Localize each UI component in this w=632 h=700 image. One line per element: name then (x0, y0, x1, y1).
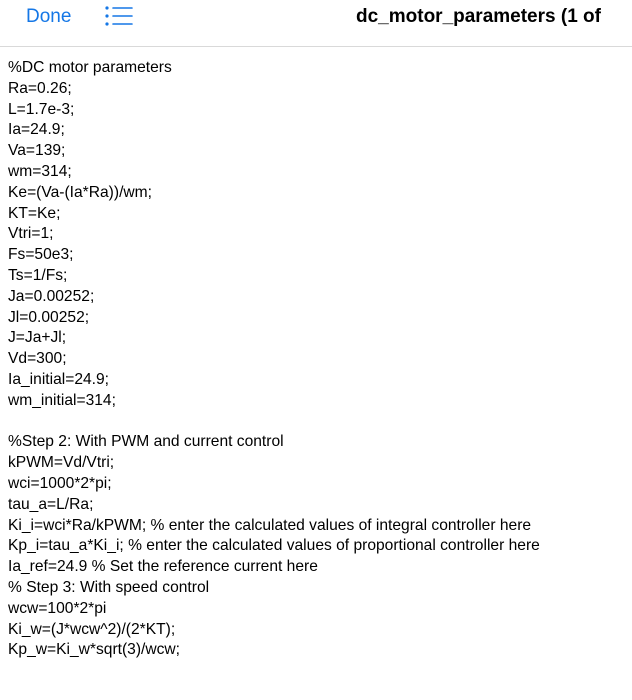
code-line: Vd=300; (8, 350, 67, 368)
code-line: Ia_ref=24.9 % Set the reference current here (8, 558, 318, 576)
code-line (8, 412, 632, 433)
document-content (8, 58, 632, 661)
code-line: Kp_w=Ki_w*sqrt(3)/wcw; (8, 641, 181, 659)
code-line: Ki_w=(J*wcw^2)/(2*KT); (8, 620, 176, 638)
document-title: dc_motor_parameters (1 of (356, 6, 601, 27)
code-line: L=1.7e-3; (8, 100, 75, 118)
list-icon[interactable] (104, 5, 134, 27)
code-line: tau_a=L/Ra; (8, 495, 94, 513)
code-line: Fs=50e3; (8, 246, 74, 264)
code-line: wm=314; (8, 162, 72, 180)
code-line: %Step 2: With PWM and current control (8, 433, 284, 451)
code-line: Va=139; (8, 142, 66, 160)
code-line: wm_initial=314; (8, 391, 116, 409)
code-line: wci=1000*2*pi; (8, 474, 112, 492)
code-line: Ts=1/Fs; (8, 266, 68, 284)
code-line: Ke=(Va-(Ia*Ra))/wm; (8, 183, 152, 201)
code-line: Kp_i=tau_a*Ki_i; % enter the calculated values of proportional controller here (8, 537, 540, 555)
code-line: Vtri=1; (8, 225, 54, 243)
code-line: wcw=100*2*pi (8, 599, 107, 617)
code-line: Ra=0.26; (8, 79, 72, 97)
top-toolbar (0, 0, 632, 47)
code-line: %DC motor parameters (8, 59, 172, 76)
code-line: Ia=24.9; (8, 121, 65, 139)
done-button[interactable]: Done (26, 4, 71, 30)
code-line: Ia_initial=24.9; (8, 370, 110, 388)
code-line: KT=Ke; (8, 204, 61, 222)
code-line: J=Ja+Jl; (8, 329, 67, 347)
code-line: kPWM=Vd/Vtri; (8, 454, 115, 472)
code-line: % Step 3: With speed control (8, 578, 210, 596)
code-line: Ja=0.00252; (8, 287, 95, 305)
code-line: Jl=0.00252; (8, 308, 90, 326)
code-line: Ki_i=wci*Ra/kPWM; % enter the calculated values of integral controller here (8, 516, 532, 534)
